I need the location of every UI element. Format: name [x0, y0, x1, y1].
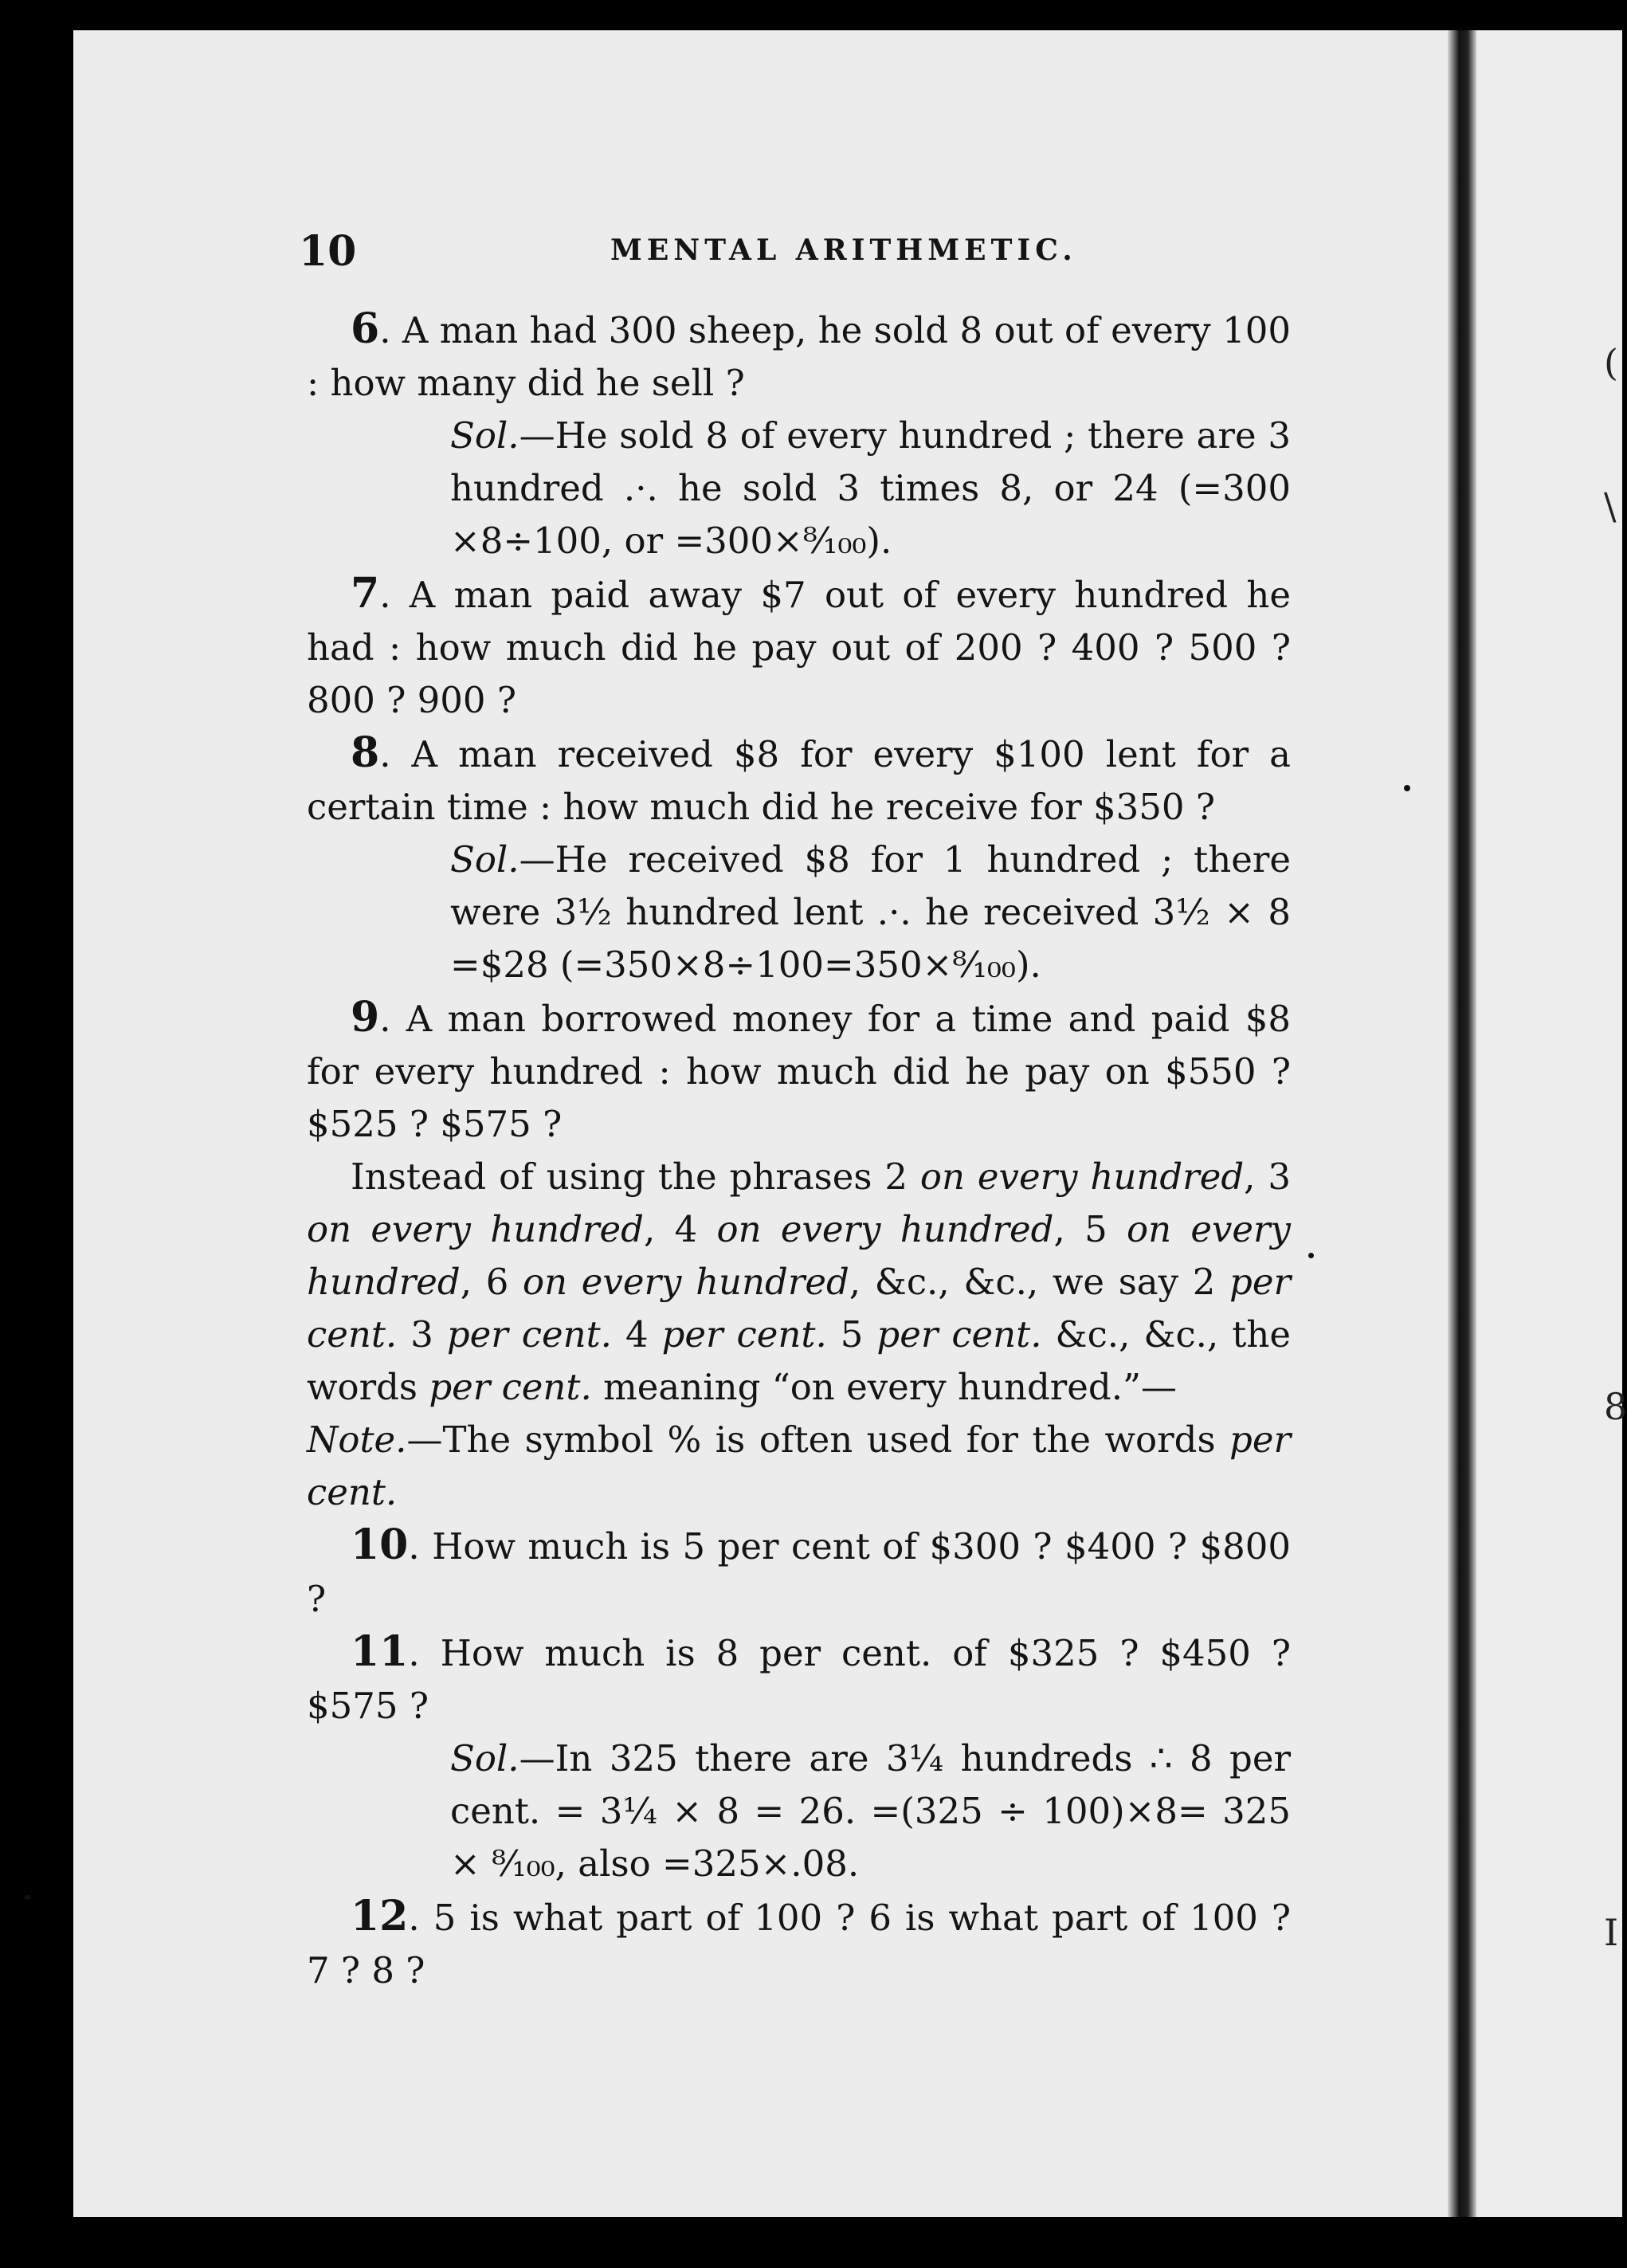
problem-text: . A man borrowed money for a time and paid $8 for every hundred : how much did he pay on $550 ? $525 ? $575 ?	[307, 998, 1291, 1145]
paragraph-italic: per cent.	[446, 1313, 612, 1356]
problem-number: 11	[351, 1627, 409, 1676]
paragraph-text: , 4	[643, 1208, 717, 1250]
facing-page-fragment: (	[1604, 341, 1618, 384]
problem-text: . A man received $8 for every $100 lent for a certain time : how much did he receive for $350 ?	[307, 733, 1291, 828]
problem-text: . A man had 300 sheep, he sold 8 out of every 100 : how many did he sell ?	[307, 309, 1291, 404]
solution-text: —He received $8 for 1 hundred ; there were 3½ hundred lent .·. he received 3½ × 8 =$28 (=350×8÷100=350×⁸⁄₁₀₀).	[450, 838, 1291, 986]
solution-11	[450, 1732, 1291, 1890]
problem-number: 8	[351, 728, 380, 777]
paragraph-italic: per cent.	[876, 1313, 1042, 1356]
problem-text: . 5 is what part of 100 ? 6 is what part of 100 ? 7 ? 8 ?	[307, 1897, 1291, 1991]
solution-label: Sol.	[450, 1737, 519, 1779]
problem-6	[307, 303, 1291, 410]
note-italic: per cent.	[307, 1418, 1291, 1513]
note-label: Note.	[307, 1418, 407, 1461]
page-header	[299, 227, 1295, 283]
problem-7	[307, 567, 1291, 727]
running-head: MENTAL ARITHMETIC.	[610, 233, 1077, 267]
paragraph-italic: on every hundred	[307, 1208, 1291, 1303]
paragraph-text: 5	[826, 1313, 877, 1356]
problem-12	[307, 1890, 1291, 1997]
problem-number: 12	[351, 1892, 409, 1940]
facing-page-fragment: 8	[1604, 1385, 1627, 1428]
paragraph-italic: per cent.	[661, 1313, 827, 1356]
solution-text: —He sold 8 of every hundred ; there are 3 hundred .·. he sold 3 times 8, or 24 (=300 ×8÷100, or =300×⁸⁄₁₀₀).	[450, 414, 1291, 562]
paragraph-text: meaning “on every hundred.”—	[591, 1366, 1178, 1408]
solution-8	[450, 834, 1291, 991]
problem-text: . A man paid away $7 out of every hundred he had : how much did he pay out of 200 ? 400 ? 500 ? 800 ? 900 ?	[307, 574, 1291, 721]
paragraph-text: Instead of using the phrases 2	[351, 1156, 920, 1198]
paragraph-italic: on every hundred	[523, 1261, 849, 1303]
page-body	[307, 303, 1291, 1997]
facing-page-edge	[1476, 30, 1627, 2217]
note	[307, 1414, 1291, 1519]
solution-label: Sol.	[450, 838, 519, 881]
problem-8	[307, 727, 1291, 834]
problem-number: 10	[351, 1521, 409, 1569]
problem-11	[307, 1626, 1291, 1732]
solution-6	[450, 410, 1291, 567]
scan-speck	[24, 1895, 31, 1900]
paragraph-text: , &c., &c., we say 2	[849, 1261, 1230, 1303]
facing-page-fragment: I	[1604, 1911, 1619, 1954]
paragraph-italic: per cent.	[429, 1366, 592, 1408]
paragraph-text: , 5	[1053, 1208, 1127, 1250]
paragraph-text: , 6	[460, 1261, 523, 1303]
solution-label: Sol.	[450, 414, 519, 457]
paragraph-italic: on every hundred	[716, 1208, 1054, 1250]
scan-speck	[1308, 1253, 1314, 1258]
paragraph-italic: on every hundred	[919, 1156, 1245, 1198]
paragraph-text: &c., &c., the words	[307, 1313, 1291, 1408]
paragraph-text: 3	[397, 1313, 447, 1356]
problem-text: . How much is 8 per cent. of $325 ? $450 ? $575 ?	[307, 1632, 1291, 1727]
note-text: —The symbol % is often used for the words	[406, 1418, 1230, 1461]
problem-number: 7	[351, 569, 380, 618]
solution-text: —In 325 there are 3¼ hundreds ∴ 8 per cent. = 3¼ × 8 = 26. =(325 ÷ 100)×8= 325 × ⁸⁄₁₀₀, also =325×.08.	[450, 1737, 1291, 1885]
paragraph-italic: per cent.	[307, 1261, 1291, 1356]
book-gutter	[1448, 30, 1476, 2217]
problem-number: 6	[351, 304, 380, 353]
problem-9	[307, 991, 1291, 1151]
paragraph-text: , 3	[1244, 1156, 1291, 1198]
paragraph-italic: on every hundred	[307, 1208, 644, 1250]
problem-number: 9	[351, 993, 380, 1042]
problem-text: . How much is 5 per cent of $300 ? $400 ? $800 ?	[307, 1525, 1291, 1620]
facing-page-fragment: \	[1604, 485, 1617, 528]
problem-10	[307, 1519, 1291, 1626]
paragraph-text: 4	[611, 1313, 662, 1356]
scan-speck	[1404, 785, 1410, 791]
per-cent-paragraph	[307, 1151, 1291, 1414]
page-number: 10	[299, 227, 357, 276]
